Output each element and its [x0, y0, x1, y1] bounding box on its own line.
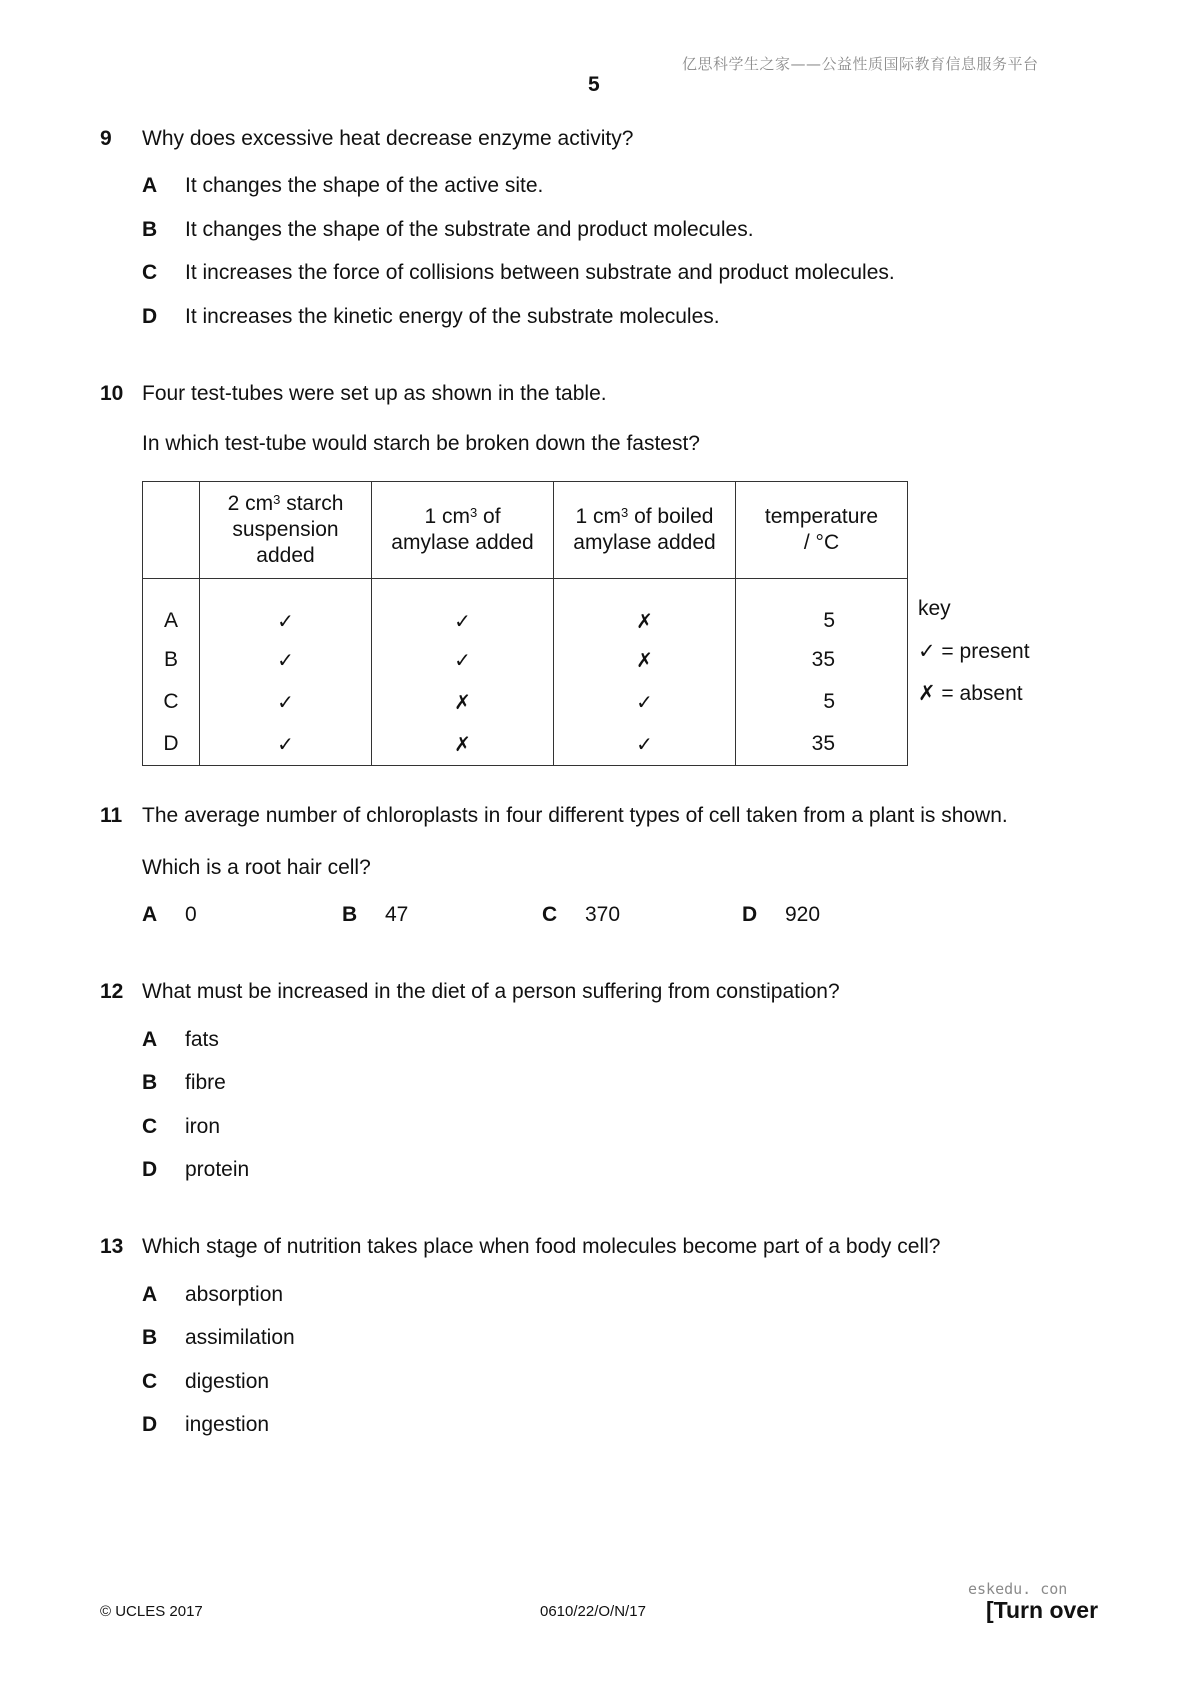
row-label: A: [143, 579, 200, 640]
option-text: digestion: [185, 1370, 270, 1393]
boiled-mark: ✓: [554, 681, 736, 723]
page-number: 5: [588, 73, 600, 96]
header-starch-post: starch: [280, 492, 344, 515]
starch-mark: ✓: [200, 639, 372, 681]
row-label: B: [143, 639, 200, 681]
option-text: assimilation: [185, 1326, 295, 1349]
header-starch-line2: suspension: [232, 518, 339, 541]
table-row: [143, 639, 908, 681]
header-boiled-post: of boiled: [628, 505, 714, 528]
key-title: key: [918, 597, 951, 620]
option-text: It changes the shape of the active site.: [185, 174, 544, 197]
option-text: ingestion: [185, 1413, 270, 1436]
option-letter: C: [142, 1370, 158, 1393]
option-letter: B: [142, 218, 158, 241]
header-starch-pre: 2 cm: [227, 492, 274, 515]
question-number: 11: [100, 804, 123, 827]
option-letter: C: [142, 1115, 158, 1138]
amylase-mark: ✓: [372, 639, 554, 681]
amylase-mark: ✗: [372, 681, 554, 723]
question-subtext: Which is a root hair cell?: [142, 856, 371, 879]
question-number: 9: [100, 127, 112, 150]
key-present: ✓ = present: [918, 640, 1030, 663]
option-letter: D: [742, 903, 758, 926]
header-amylase-post: of: [477, 505, 501, 528]
question-text: Four test-tubes were set up as shown in the table.: [142, 382, 607, 405]
question-text: What must be increased in the diet of a person suffering from constipation?: [142, 980, 840, 1003]
table-row: [143, 579, 908, 640]
header-amylase: [372, 482, 554, 579]
starch-mark: ✓: [200, 579, 372, 640]
question-number: 12: [100, 980, 124, 1003]
option-text: It increases the force of collisions between substrate and product molecules.: [185, 261, 895, 284]
option-text: It increases the kinetic energy of the substrate molecules.: [185, 305, 720, 328]
starch-mark: ✓: [200, 723, 372, 766]
option-letter: D: [142, 1413, 158, 1436]
table-header-row: [143, 482, 908, 579]
option-text: 47: [385, 903, 409, 926]
header-temperature: [736, 482, 908, 579]
option-letter: D: [142, 305, 158, 328]
option-letter: A: [142, 174, 158, 197]
question-number: 13: [100, 1235, 124, 1258]
option-letter: B: [142, 1326, 158, 1349]
option-letter: B: [342, 903, 358, 926]
option-letter: D: [142, 1158, 158, 1181]
amylase-mark: ✓: [372, 579, 554, 640]
boiled-mark: ✗: [554, 579, 736, 640]
header-boiled-pre: 1 cm: [575, 505, 622, 528]
option-text: 0: [185, 903, 197, 926]
option-text: fats: [185, 1028, 219, 1051]
question-number: 10: [100, 382, 124, 405]
table-row: [143, 723, 908, 766]
header-starch: [200, 482, 372, 579]
header-starch-line3: added: [256, 544, 315, 567]
header-amylase-pre: 1 cm: [424, 505, 470, 528]
footer-code: 0610/22/O/N/17: [540, 1603, 646, 1620]
test-tube-table: [142, 481, 908, 766]
option-letter: A: [142, 1283, 158, 1306]
option-text: iron: [185, 1115, 221, 1138]
option-text: 920: [785, 903, 821, 926]
header-amylase-line2: amylase added: [391, 531, 534, 554]
header-boiled-sup: 3: [621, 505, 629, 520]
amylase-mark: ✗: [372, 723, 554, 766]
temperature-value: 35: [736, 639, 908, 681]
temperature-value: 5: [736, 681, 908, 723]
row-label: C: [143, 681, 200, 723]
option-text: protein: [185, 1158, 250, 1181]
option-text: 370: [585, 903, 621, 926]
option-letter: A: [142, 1028, 158, 1051]
footer-copyright: © UCLES 2017: [100, 1603, 203, 1620]
question-subtext: In which test-tube would starch be broken down the fastest?: [142, 432, 700, 455]
boiled-mark: ✗: [554, 639, 736, 681]
key-absent: ✗ = absent: [918, 682, 1023, 705]
turn-over-label: [Turn over: [986, 1597, 1099, 1623]
temperature-value: 35: [736, 723, 908, 766]
boiled-mark: ✓: [554, 723, 736, 766]
header-boiled: [554, 482, 736, 579]
header-temperature-line2: / °C: [803, 531, 840, 554]
option-letter: A: [142, 903, 158, 926]
temperature-value: 5: [736, 579, 908, 640]
question-text: The average number of chloroplasts in four different types of cell taken from a plant is shown.: [142, 804, 1008, 827]
header-watermark: 亿思科学生之家——公益性质国际教育信息服务平台: [682, 55, 1039, 73]
header-empty: [143, 482, 200, 579]
header-starch-sup: 3: [273, 492, 281, 507]
row-label: D: [143, 723, 200, 766]
option-letter: C: [142, 261, 158, 284]
option-text: It changes the shape of the substrate and product molecules.: [185, 218, 754, 241]
table-row: [143, 681, 908, 723]
option-letter: B: [142, 1071, 158, 1094]
option-text: fibre: [185, 1071, 226, 1094]
question-text: Why does excessive heat decrease enzyme activity?: [142, 127, 634, 150]
option-text: absorption: [185, 1283, 284, 1306]
header-boiled-line2: amylase added: [573, 531, 716, 554]
option-letter: C: [542, 903, 558, 926]
starch-mark: ✓: [200, 681, 372, 723]
header-temperature-line1: temperature: [764, 505, 879, 528]
question-text: Which stage of nutrition takes place when food molecules become part of a body cell?: [142, 1235, 941, 1258]
header-amylase-sup: 3: [469, 505, 478, 520]
footer-watermark: eskedu. con: [968, 1580, 1068, 1598]
